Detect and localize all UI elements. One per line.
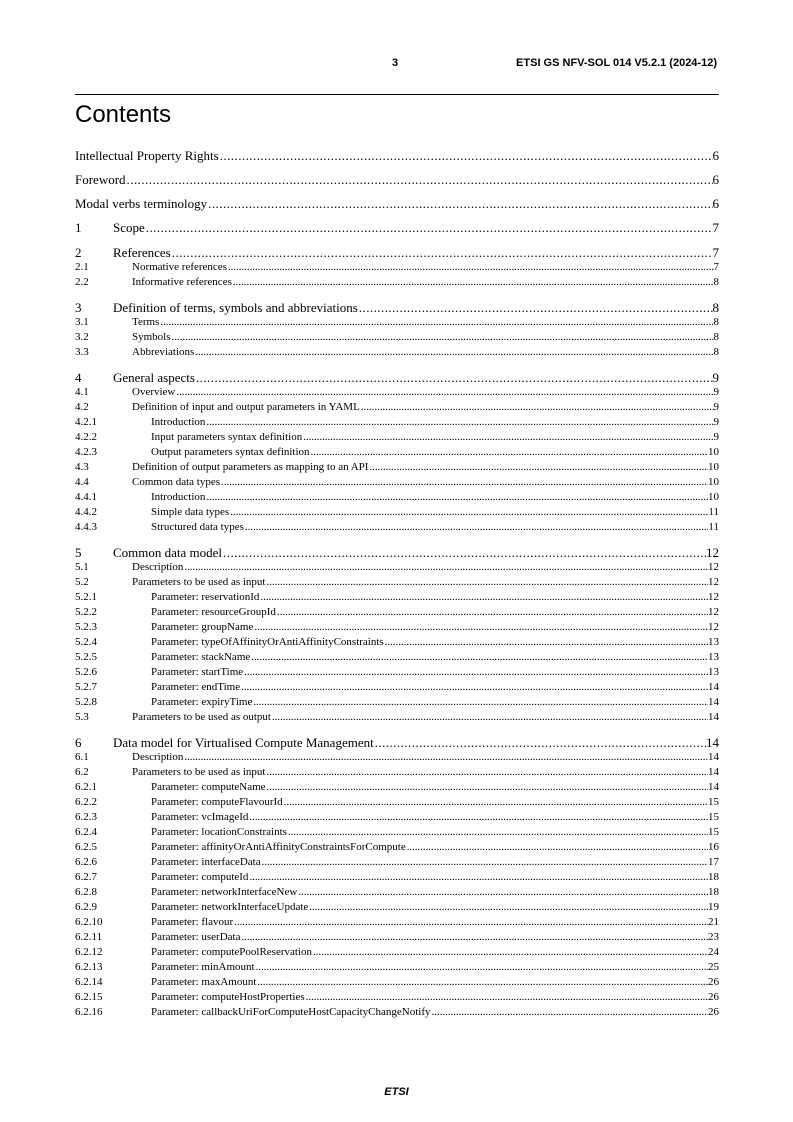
toc-entry[interactable] bbox=[75, 345, 719, 360]
toc-entry[interactable] bbox=[75, 870, 719, 885]
toc-entry-page: 13 bbox=[708, 666, 719, 678]
toc-entry-number: 6.2.16 bbox=[75, 1006, 103, 1018]
toc-entry-page: 12 bbox=[708, 561, 719, 573]
toc-entry[interactable] bbox=[75, 975, 719, 990]
toc-leader-dots bbox=[175, 385, 713, 400]
toc-entry[interactable] bbox=[75, 620, 719, 635]
toc-leader-dots bbox=[171, 330, 714, 345]
toc-entry[interactable] bbox=[75, 490, 719, 505]
toc-entry-number: 5.2.3 bbox=[75, 621, 97, 633]
toc-entry-page: 14 bbox=[708, 696, 719, 708]
toc-entry-number: 4.1 bbox=[75, 386, 89, 398]
toc-leader-dots bbox=[159, 315, 713, 330]
toc-leader-dots bbox=[219, 148, 713, 163]
toc-leader-dots bbox=[183, 750, 708, 765]
toc-entry-number: 6.2.3 bbox=[75, 811, 97, 823]
toc-entry-number: 6 bbox=[75, 735, 82, 750]
toc-entry-page: 25 bbox=[708, 961, 719, 973]
toc-entry[interactable] bbox=[75, 475, 719, 490]
toc-entry-title: Parameter: minAmount bbox=[151, 961, 255, 973]
toc-entry-title: Parameter: endTime bbox=[151, 681, 241, 693]
toc-entry-page: 6 bbox=[712, 172, 719, 187]
toc-entry[interactable] bbox=[75, 735, 719, 750]
toc-entry-number: 5.3 bbox=[75, 711, 89, 723]
toc-entry-title: General aspects bbox=[113, 370, 195, 385]
toc-entry[interactable] bbox=[75, 945, 719, 960]
toc-entry-title: Parameter: interfaceData bbox=[151, 856, 261, 868]
toc-entry-title: Parameter: stackName bbox=[151, 651, 251, 663]
toc-entry-title: Scope bbox=[113, 220, 145, 235]
toc-entry-title: Definition of terms, symbols and abbreviations bbox=[113, 300, 358, 315]
toc-entry-number: 5.2.2 bbox=[75, 606, 97, 618]
toc-entry-title: Output parameters syntax definition bbox=[151, 446, 310, 458]
toc-entry[interactable] bbox=[75, 710, 719, 725]
toc-entry-number: 6.2.11 bbox=[75, 931, 103, 943]
toc-entry[interactable] bbox=[75, 315, 719, 330]
toc-leader-dots bbox=[232, 275, 714, 290]
page-title: Contents bbox=[75, 101, 172, 128]
toc-leader-dots bbox=[256, 975, 708, 990]
toc-entry[interactable] bbox=[75, 545, 719, 560]
toc-entry-title: Simple data types bbox=[151, 506, 230, 518]
toc-entry-number: 5.1 bbox=[75, 561, 89, 573]
toc-entry-page: 26 bbox=[708, 1006, 719, 1018]
toc-entry-page: 7 bbox=[712, 245, 719, 260]
toc-leader-dots bbox=[358, 300, 713, 315]
toc-entry-title: Symbols bbox=[132, 331, 171, 343]
toc-entry-number: 5.2.5 bbox=[75, 651, 97, 663]
toc-entry-number: 2.1 bbox=[75, 261, 89, 273]
toc-entry-page: 16 bbox=[708, 841, 719, 853]
toc-entry[interactable] bbox=[75, 385, 719, 400]
toc-leader-dots bbox=[194, 345, 713, 360]
toc-entry-title: Parameter: networkInterfaceNew bbox=[151, 886, 298, 898]
toc-leader-dots bbox=[244, 520, 709, 535]
toc-entry-number: 5.2.1 bbox=[75, 591, 97, 603]
toc-entry[interactable] bbox=[75, 765, 719, 780]
toc-entry-number: 6.2.15 bbox=[75, 991, 103, 1003]
toc-entry-title: Overview bbox=[132, 386, 176, 398]
toc-entry-page: 8 bbox=[713, 316, 719, 328]
toc-entry-number: 6.2.13 bbox=[75, 961, 103, 973]
toc-entry-page: 10 bbox=[708, 491, 719, 503]
toc-entry-page: 14 bbox=[708, 766, 719, 778]
toc-entry[interactable] bbox=[75, 330, 719, 345]
toc-entry-title: Parameter: vcImageId bbox=[151, 811, 249, 823]
toc-entry-number: 4.2.1 bbox=[75, 416, 97, 428]
toc-entry-title: Parameter: maxAmount bbox=[151, 976, 257, 988]
toc-entry-page: 23 bbox=[708, 931, 719, 943]
toc-leader-dots bbox=[229, 505, 708, 520]
toc-entry-title: Description bbox=[132, 751, 184, 763]
toc-leader-dots bbox=[287, 825, 708, 840]
toc-entry-title: Parameter: userData bbox=[151, 931, 241, 943]
toc-entry-title: Introduction bbox=[151, 416, 206, 428]
toc-leader-dots bbox=[261, 855, 708, 870]
toc-leader-dots bbox=[259, 590, 708, 605]
toc-entry[interactable] bbox=[75, 665, 719, 680]
toc-leader-dots bbox=[220, 475, 708, 490]
toc-entry-number: 3.2 bbox=[75, 331, 89, 343]
toc-entry-title: Parameter: reservationId bbox=[151, 591, 260, 603]
toc-entry-page: 26 bbox=[708, 976, 719, 988]
toc-entry-number: 6.2.14 bbox=[75, 976, 103, 988]
toc-entry-page: 8 bbox=[713, 331, 719, 343]
toc-entry-page: 9 bbox=[713, 386, 719, 398]
toc-entry-title: Structured data types bbox=[151, 521, 244, 533]
toc-entry-number: 4.2.3 bbox=[75, 446, 97, 458]
toc-leader-dots bbox=[145, 220, 713, 235]
toc-entry-page: 13 bbox=[708, 636, 719, 648]
toc-entry[interactable] bbox=[75, 430, 719, 445]
toc-leader-dots bbox=[240, 680, 708, 695]
toc-entry-title: Parameter: computePoolReservation bbox=[151, 946, 312, 958]
toc-leader-dots bbox=[253, 620, 708, 635]
toc-entry-title: Parameter: affinityOrAntiAffinityConstraintsForCompute bbox=[151, 841, 406, 853]
toc-entry[interactable] bbox=[75, 245, 719, 260]
toc-entry[interactable] bbox=[75, 460, 719, 475]
toc-entry-title: Common data types bbox=[132, 476, 220, 488]
toc-entry-number: 3.3 bbox=[75, 346, 89, 358]
toc-leader-dots bbox=[384, 635, 708, 650]
header-rule bbox=[75, 94, 719, 95]
toc-entry-page: 24 bbox=[708, 946, 719, 958]
toc-entry-title: Abbreviations bbox=[132, 346, 195, 358]
toc-leader-dots bbox=[431, 1005, 708, 1020]
toc-entry-page: 21 bbox=[708, 916, 719, 928]
toc-leader-dots bbox=[195, 370, 713, 385]
toc-entry[interactable] bbox=[75, 260, 719, 275]
document-id: ETSI GS NFV-SOL 014 V5.2.1 (2024-12) bbox=[516, 57, 717, 69]
footer-etsi: ETSI bbox=[384, 1086, 409, 1098]
toc-entry-number: 4.4.1 bbox=[75, 491, 97, 503]
toc-entry-title: Parameter: networkInterfaceUpdate bbox=[151, 901, 309, 913]
toc-entry-number: 6.2.8 bbox=[75, 886, 97, 898]
toc-entry-page: 8 bbox=[713, 346, 719, 358]
toc-entry-number: 5 bbox=[75, 545, 82, 560]
toc-entry[interactable] bbox=[75, 148, 719, 163]
toc-entry-page: 7 bbox=[712, 220, 719, 235]
toc-leader-dots bbox=[266, 780, 708, 795]
toc-entry-page: 9 bbox=[713, 416, 719, 428]
toc-entry[interactable] bbox=[75, 650, 719, 665]
toc-leader-dots bbox=[243, 665, 708, 680]
toc-entry-number: 6.2.5 bbox=[75, 841, 97, 853]
toc-entry-number: 3 bbox=[75, 300, 82, 315]
toc-entry[interactable] bbox=[75, 445, 719, 460]
toc-entry-page: 26 bbox=[708, 991, 719, 1003]
toc-entry-number: 5.2.8 bbox=[75, 696, 97, 708]
toc-entry-title: Parameter: computeId bbox=[151, 871, 249, 883]
toc-entry-title: Common data model bbox=[113, 545, 223, 560]
toc-leader-dots bbox=[368, 460, 708, 475]
toc-entry-number: 4.2.2 bbox=[75, 431, 97, 443]
toc-entry[interactable] bbox=[75, 930, 719, 945]
toc-entry-number: 4 bbox=[75, 370, 82, 385]
toc-entry[interactable] bbox=[75, 900, 719, 915]
toc-entry-title: Parameters to be used as output bbox=[132, 711, 271, 723]
toc-entry-title: References bbox=[113, 245, 171, 260]
toc-entry-page: 14 bbox=[706, 735, 719, 750]
toc-entry-title: Parameter: computeFlavourId bbox=[151, 796, 283, 808]
toc-entry-page: 14 bbox=[708, 751, 719, 763]
toc-entry[interactable] bbox=[75, 795, 719, 810]
toc-leader-dots bbox=[248, 810, 708, 825]
toc-entry[interactable] bbox=[75, 635, 719, 650]
toc-entry-page: 18 bbox=[708, 886, 719, 898]
toc-entry-title: Parameter: computeName bbox=[151, 781, 266, 793]
toc-entry[interactable] bbox=[75, 825, 719, 840]
toc-entry-page: 19 bbox=[708, 901, 719, 913]
toc-entry[interactable] bbox=[75, 915, 719, 930]
toc-leader-dots bbox=[305, 990, 708, 1005]
toc-entry-number: 1 bbox=[75, 220, 82, 235]
toc-leader-dots bbox=[252, 695, 708, 710]
toc-entry-number: 5.2.6 bbox=[75, 666, 97, 678]
toc-entry[interactable] bbox=[75, 196, 719, 211]
toc-entry[interactable] bbox=[75, 172, 719, 187]
toc-leader-dots bbox=[308, 900, 708, 915]
toc-entry-title: Normative references bbox=[132, 261, 227, 273]
toc-leader-dots bbox=[255, 960, 708, 975]
toc-entry[interactable] bbox=[75, 780, 719, 795]
toc-entry-title: Parameter: groupName bbox=[151, 621, 254, 633]
toc-entry[interactable] bbox=[75, 275, 719, 290]
toc-entry[interactable] bbox=[75, 885, 719, 900]
toc-entry-page: 12 bbox=[708, 576, 719, 588]
toc-entry-title: Modal verbs terminology bbox=[75, 196, 208, 211]
toc-leader-dots bbox=[222, 545, 706, 560]
toc-entry-page: 12 bbox=[708, 591, 719, 603]
toc-leader-dots bbox=[233, 915, 708, 930]
toc-entry[interactable] bbox=[75, 605, 719, 620]
toc-entry-number: 4.4.2 bbox=[75, 506, 97, 518]
toc-leader-dots bbox=[266, 765, 709, 780]
toc-entry-page: 8 bbox=[712, 300, 719, 315]
toc-entry[interactable] bbox=[75, 415, 719, 430]
toc-entry-page: 11 bbox=[708, 521, 719, 533]
toc-entry-number: 6.2 bbox=[75, 766, 89, 778]
table-of-contents bbox=[75, 148, 719, 1020]
toc-leader-dots bbox=[205, 490, 708, 505]
toc-entry-page: 15 bbox=[708, 796, 719, 808]
toc-entry-page: 18 bbox=[708, 871, 719, 883]
toc-leader-dots bbox=[276, 605, 708, 620]
toc-entry[interactable] bbox=[75, 300, 719, 315]
toc-entry-number: 4.4 bbox=[75, 476, 89, 488]
toc-leader-dots bbox=[271, 710, 708, 725]
toc-leader-dots bbox=[297, 885, 708, 900]
toc-entry[interactable] bbox=[75, 990, 719, 1005]
toc-entry-title: Definition of output parameters as mapping to an API bbox=[132, 461, 369, 473]
toc-entry-title: Parameter: startTime bbox=[151, 666, 244, 678]
toc-leader-dots bbox=[406, 840, 708, 855]
toc-entry[interactable] bbox=[75, 505, 719, 520]
toc-entry-title: Parameter: computeHostProperties bbox=[151, 991, 305, 1003]
toc-entry-title: Description bbox=[132, 561, 184, 573]
toc-entry-page: 6 bbox=[712, 148, 719, 163]
toc-leader-dots bbox=[171, 245, 713, 260]
toc-entry-page: 12 bbox=[708, 621, 719, 633]
toc-entry-title: Parameter: typeOfAffinityOrAntiAffinityConstraints bbox=[151, 636, 384, 648]
toc-entry-page: 14 bbox=[708, 781, 719, 793]
toc-entry[interactable] bbox=[75, 520, 719, 535]
toc-entry-number: 5.2 bbox=[75, 576, 89, 588]
toc-leader-dots bbox=[126, 172, 713, 187]
toc-entry-title: Parameters to be used as input bbox=[132, 766, 266, 778]
toc-entry-number: 2 bbox=[75, 245, 82, 260]
toc-entry[interactable] bbox=[75, 400, 719, 415]
toc-entry-number: 6.2.1 bbox=[75, 781, 97, 793]
toc-entry-number: 4.2 bbox=[75, 401, 89, 413]
toc-entry[interactable] bbox=[75, 1005, 719, 1020]
toc-entry-title: Introduction bbox=[151, 491, 206, 503]
toc-leader-dots bbox=[207, 196, 712, 211]
toc-leader-dots bbox=[205, 415, 713, 430]
toc-entry-title: Parameter: flavour bbox=[151, 916, 234, 928]
toc-leader-dots bbox=[248, 870, 708, 885]
toc-entry-page: 14 bbox=[708, 711, 719, 723]
toc-leader-dots bbox=[302, 430, 713, 445]
page-number: 3 bbox=[392, 57, 399, 69]
toc-entry-page: 11 bbox=[708, 506, 719, 518]
toc-entry-title: Parameter: expiryTime bbox=[151, 696, 253, 708]
toc-entry-page: 6 bbox=[712, 196, 719, 211]
toc-entry-title: Parameter: callbackUriForComputeHostCapacityChangeNotify bbox=[151, 1006, 431, 1018]
toc-entry-number: 6.2.10 bbox=[75, 916, 103, 928]
toc-entry-title: Intellectual Property Rights bbox=[75, 148, 219, 163]
toc-entry[interactable] bbox=[75, 680, 719, 695]
toc-entry-number: 5.2.4 bbox=[75, 636, 97, 648]
toc-entry-number: 6.1 bbox=[75, 751, 89, 763]
toc-entry-title: Terms bbox=[132, 316, 160, 328]
toc-entry-number: 3.1 bbox=[75, 316, 89, 328]
toc-entry-title: Parameter: locationConstraints bbox=[151, 826, 287, 838]
toc-leader-dots bbox=[374, 735, 706, 750]
toc-entry-number: 6.2.4 bbox=[75, 826, 97, 838]
toc-entry-page: 8 bbox=[713, 276, 719, 288]
toc-entry[interactable] bbox=[75, 960, 719, 975]
toc-entry-page: 15 bbox=[708, 811, 719, 823]
toc-leader-dots bbox=[227, 260, 714, 275]
toc-entry-title: Parameter: resourceGroupId bbox=[151, 606, 276, 618]
toc-leader-dots bbox=[310, 445, 708, 460]
toc-entry-title: Parameters to be used as input bbox=[132, 576, 266, 588]
toc-entry-page: 9 bbox=[712, 370, 719, 385]
toc-entry-page: 12 bbox=[708, 606, 719, 618]
toc-entry[interactable] bbox=[75, 590, 719, 605]
toc-entry-page: 13 bbox=[708, 651, 719, 663]
toc-entry-title: Input parameters syntax definition bbox=[151, 431, 303, 443]
toc-leader-dots bbox=[240, 930, 708, 945]
toc-entry-number: 4.3 bbox=[75, 461, 89, 473]
toc-leader-dots bbox=[183, 560, 708, 575]
toc-entry-number: 5.2.7 bbox=[75, 681, 97, 693]
toc-entry-title: Foreword bbox=[75, 172, 126, 187]
toc-entry[interactable] bbox=[75, 575, 719, 590]
toc-entry[interactable] bbox=[75, 560, 719, 575]
toc-entry-title: Definition of input and output parameters in YAML bbox=[132, 401, 360, 413]
toc-entry-page: 9 bbox=[713, 401, 719, 413]
toc-entry-number: 6.2.2 bbox=[75, 796, 97, 808]
toc-entry-page: 12 bbox=[706, 545, 719, 560]
toc-entry-page: 14 bbox=[708, 681, 719, 693]
toc-entry-page: 7 bbox=[713, 261, 719, 273]
toc-entry-number: 6.2.12 bbox=[75, 946, 103, 958]
toc-leader-dots bbox=[283, 795, 708, 810]
toc-entry-page: 15 bbox=[708, 826, 719, 838]
toc-entry[interactable] bbox=[75, 840, 719, 855]
toc-entry-title: Data model for Virtualised Compute Management bbox=[113, 735, 374, 750]
toc-entry[interactable] bbox=[75, 370, 719, 385]
toc-entry-page: 10 bbox=[708, 461, 719, 473]
toc-leader-dots bbox=[312, 945, 708, 960]
toc-leader-dots bbox=[266, 575, 709, 590]
toc-entry[interactable] bbox=[75, 220, 719, 235]
toc-entry[interactable] bbox=[75, 750, 719, 765]
toc-entry-page: 17 bbox=[708, 856, 719, 868]
toc-entry-page: 10 bbox=[708, 476, 719, 488]
toc-entry-page: 9 bbox=[713, 431, 719, 443]
toc-entry[interactable] bbox=[75, 810, 719, 825]
page-header bbox=[0, 57, 793, 73]
toc-entry[interactable] bbox=[75, 855, 719, 870]
toc-leader-dots bbox=[250, 650, 708, 665]
toc-entry-page: 10 bbox=[708, 446, 719, 458]
toc-entry[interactable] bbox=[75, 695, 719, 710]
toc-entry-title: Informative references bbox=[132, 276, 232, 288]
toc-entry-number: 2.2 bbox=[75, 276, 89, 288]
toc-leader-dots bbox=[360, 400, 714, 415]
toc-entry-number: 4.4.3 bbox=[75, 521, 97, 533]
toc-entry-number: 6.2.7 bbox=[75, 871, 97, 883]
toc-entry-number: 6.2.6 bbox=[75, 856, 97, 868]
toc-entry-number: 6.2.9 bbox=[75, 901, 97, 913]
